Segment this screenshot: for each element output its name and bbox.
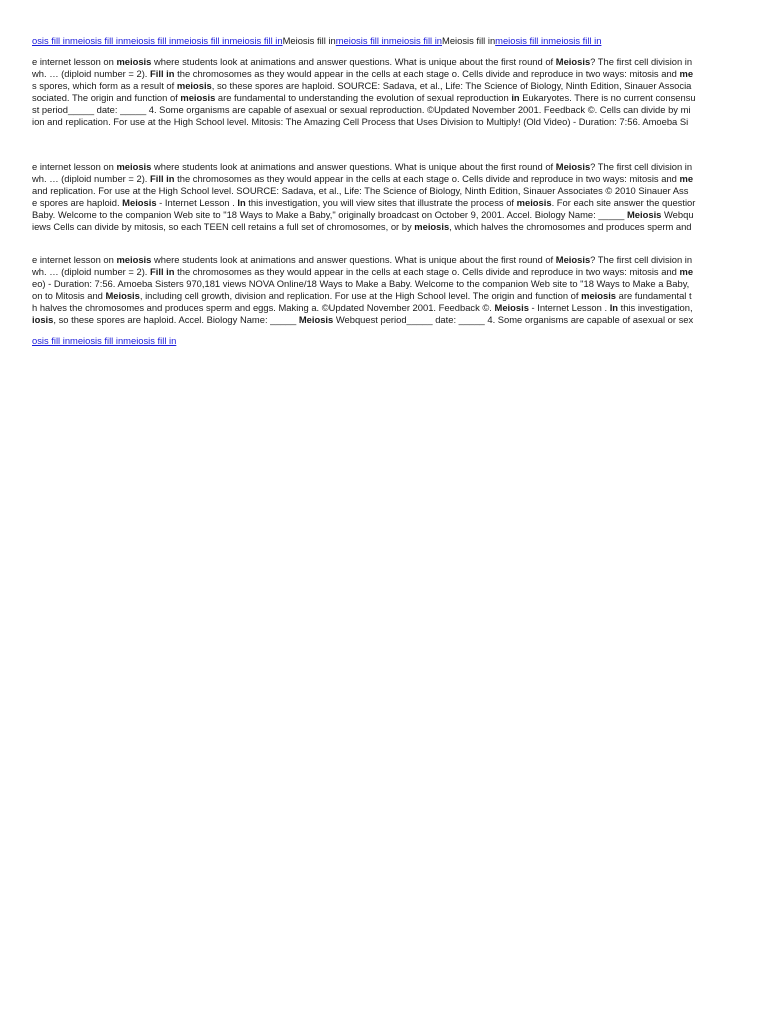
keyword-bold: Meiosis [627, 209, 662, 221]
text-segment: e spores are haploid. [32, 197, 123, 209]
keyword-bold: Meiosis [105, 290, 140, 302]
text-segment: e internet lesson on [32, 161, 117, 172]
top-keyword-links [32, 35, 732, 47]
text-line [32, 185, 732, 197]
text-segment: ? The first cell division in [590, 161, 693, 172]
keyword-link[interactable]: meiosis fill inmeiosis fill in [335, 35, 443, 46]
keyword-bold: meiosis [116, 56, 152, 67]
text-segment: - Internet Lesson . [156, 197, 238, 209]
keyword-bold: meiosis [116, 161, 152, 172]
keyword-link[interactable]: osis fill inmeiosis fill inmeiosis fill in [32, 335, 177, 346]
text-segment: ? The first cell division in [590, 56, 693, 67]
text-line [32, 197, 732, 209]
text-segment: Baby. Welcome to the companion Web site to "18 Ways to Make a Baby," originally broadcast on October 9, 2001. Accel. Biology Name: _____ [32, 209, 627, 221]
text-segment: e internet lesson on [32, 56, 117, 67]
text-segment: where students look at animations and answer questions. What is unique about the first round of [151, 56, 556, 67]
keyword-bold: In [237, 197, 246, 209]
text-segment: the chromosomes as they would appear in the cells at each stage o. Cells divide and reproduce in two ways: mitosis and [174, 173, 680, 185]
text-segment: ? The first cell division in [590, 254, 693, 265]
text-line [32, 290, 732, 302]
text-segment: wh. … (diploid number = 2). [32, 266, 151, 278]
text-block-3 [32, 254, 732, 327]
text-segment: Webquest period_____ date: _____ 4. Some organisms are capable of asexual or sex [333, 314, 694, 326]
text-line [32, 68, 732, 80]
keyword-bold: In [609, 302, 619, 314]
keyword-bold: meiosis [414, 221, 450, 233]
keyword-text: Meiosis fill in [282, 35, 336, 46]
keyword-bold: Meiosis [555, 56, 591, 67]
keyword-bold: Meiosis [122, 197, 157, 209]
keyword-bold: Meiosis [494, 302, 529, 314]
text-segment: s spores, which form as a result of [32, 80, 177, 92]
text-segment: , which halves the chromosomes and produces sperm and [449, 221, 692, 233]
keyword-link[interactable]: osis fill inmeiosis fill inmeiosis fill inmeiosis fill inmeiosis fill in [32, 35, 283, 46]
text-segment: and replication. For use at the High School level. SOURCE: Sadava, et al., Life: The Science of Biology, Ninth Edition, Sinauer Associates © 2010 Sinauer Ass [32, 185, 689, 197]
text-block-1 [32, 56, 732, 129]
text-line [32, 266, 732, 278]
text-line [32, 209, 732, 221]
text-segment: where students look at animations and answer questions. What is unique about the first round of [151, 161, 556, 172]
text-segment: iews Cells can divide by mitosis, so each TEEN cell retains a full set of chromosomes, or by [32, 221, 415, 233]
keyword-bold: Meiosis [298, 314, 334, 326]
keyword-bold: Fill in [150, 266, 175, 278]
keyword-bold: me [679, 68, 694, 80]
keyword-bold: meiosis [116, 254, 152, 265]
text-line [32, 56, 732, 68]
text-line [32, 314, 732, 326]
text-line [32, 278, 732, 290]
keyword-bold: Meiosis [555, 254, 591, 265]
text-segment: , including cell growth, division and replication. For use at the High School level. The origin and function of [139, 290, 582, 302]
text-segment: on to Mitosis and [32, 290, 106, 302]
text-segment: sociated. The origin and function of [32, 92, 181, 104]
text-segment: where students look at animations and answer questions. What is unique about the first round of [151, 254, 556, 265]
text-segment: Eukaryotes. There is no current consensu [519, 92, 696, 104]
keyword-link[interactable]: meiosis fill inmeiosis fill in [495, 35, 602, 46]
text-segment: the chromosomes as they would appear in the cells at each stage o. Cells divide and reproduce in two ways: mitosis and [174, 266, 680, 278]
text-line [32, 104, 732, 116]
text-segment: , so these spores are haploid. SOURCE: Sadava, et al., Life: The Science of Biology, Ninth Edition, Sinauer Associa [211, 80, 692, 92]
text-segment: this investigation, [618, 302, 693, 314]
text-segment: the chromosomes as they would appear in the cells at each stage o. Cells divide and reproduce in two ways: mitosis and [174, 68, 680, 80]
keyword-text: Meiosis fill in [442, 35, 496, 46]
keyword-bold: me [679, 173, 694, 185]
text-line [32, 221, 732, 233]
text-segment: wh. … (diploid number = 2). [32, 173, 151, 185]
text-line [32, 116, 732, 128]
keyword-bold: Fill in [150, 68, 175, 80]
text-line [32, 80, 732, 92]
keyword-bold: iosis [32, 314, 54, 326]
keyword-bold: meiosis [176, 80, 212, 92]
text-line [32, 254, 732, 266]
text-segment: this investigation, you will view sites that illustrate the process of [245, 197, 517, 209]
text-segment: wh. … (diploid number = 2). [32, 68, 151, 80]
text-segment: are fundamental to understanding the evolution of sexual reproduction [215, 92, 512, 104]
text-segment: , so these spores are haploid. Accel. Biology Name: _____ [53, 314, 299, 326]
text-line [32, 173, 732, 185]
text-segment: st period_____ date: _____ 4. Some organisms are capable of asexual or sexual reproduction. ©Updated November 2001. Feedback ©. Cells can divide by mi [32, 104, 691, 116]
text-segment: . For each site answer the questior [551, 197, 696, 209]
text-segment: e internet lesson on [32, 254, 117, 265]
text-line [32, 302, 732, 314]
text-line [32, 161, 732, 173]
text-segment: Webqu [661, 209, 694, 221]
text-block-2 [32, 161, 732, 234]
keyword-bold: in [511, 92, 520, 104]
text-segment: ion and replication. For use at the High School level. Mitosis: The Amazing Cell Process that Uses Division to Multiply! (Old Video) - Duration: 7:56. Amoeba Si [32, 116, 689, 128]
keyword-bold: Meiosis [555, 161, 591, 172]
keyword-bold: me [679, 266, 694, 278]
keyword-bold: meiosis [516, 197, 552, 209]
keyword-bold: Fill in [150, 173, 175, 185]
text-segment: eo) - Duration: 7:56. Amoeba Sisters 970,181 views NOVA Online/18 Ways to Make a Baby. Welcome to the companion Web site to "18 Ways to Make a Baby, [32, 278, 690, 290]
keyword-bold: meiosis [581, 290, 617, 302]
keyword-bold: meiosis [180, 92, 216, 104]
bottom-keyword-links [32, 335, 732, 347]
text-line [32, 92, 732, 104]
text-segment: - Internet Lesson . [528, 302, 610, 314]
text-segment: are fundamental t [616, 290, 692, 302]
text-segment: h halves the chromosomes and produces sperm and eggs. Making a. ©Updated November 2001. Feedback ©. [32, 302, 495, 314]
